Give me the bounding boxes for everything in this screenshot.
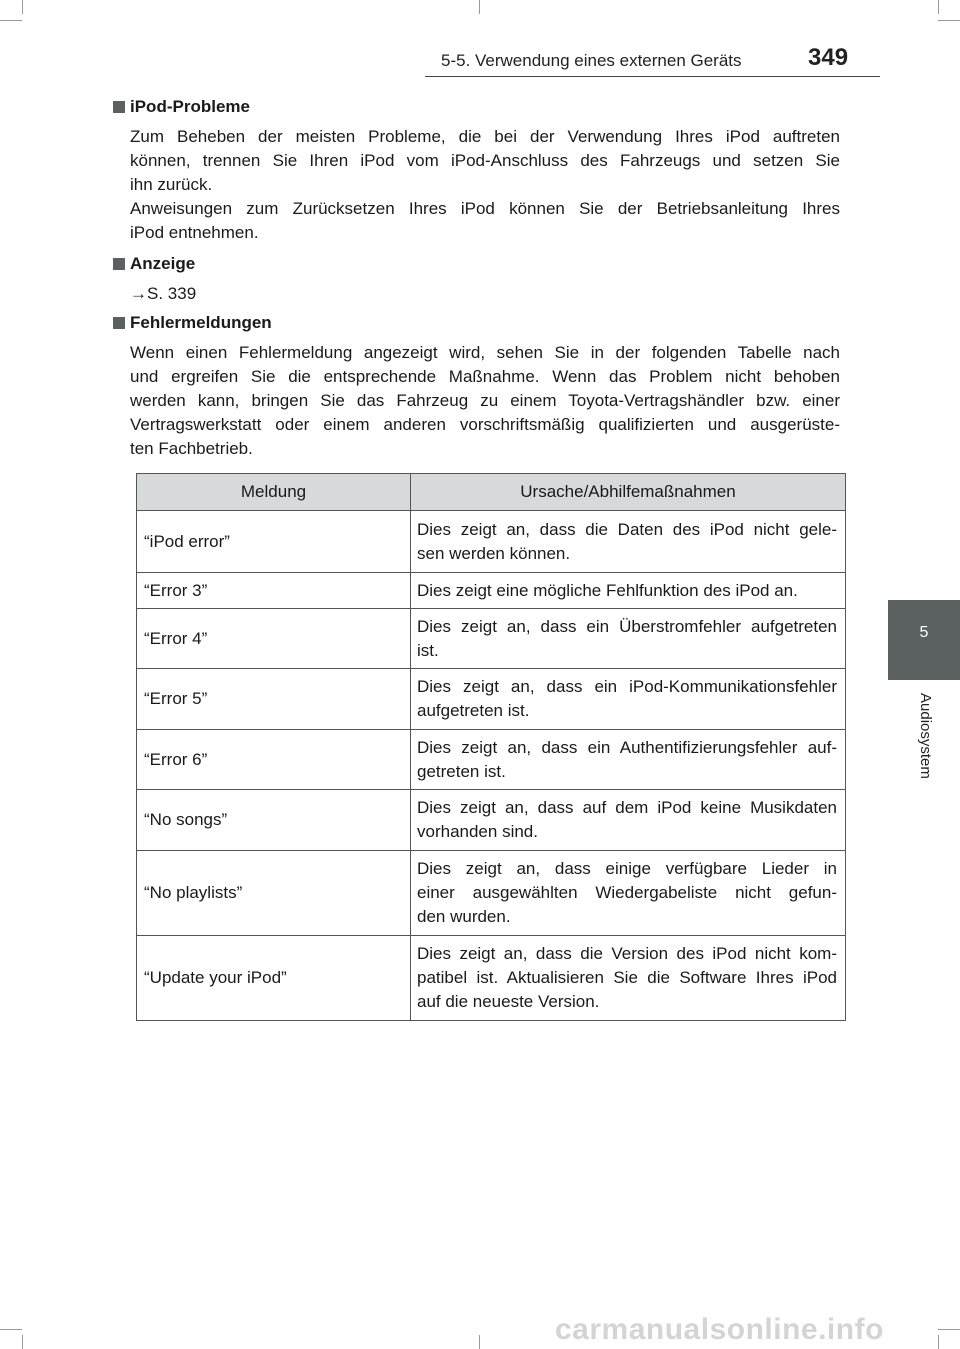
column-header-message: Meldung [137, 474, 411, 511]
text-line: können, trennen Sie Ihren iPod vom iPod-Anschluss des Fahrzeugs und setzen Sie [130, 151, 840, 170]
text-line: ten Fachbetrieb. [130, 439, 253, 458]
text-line: patibel ist. Aktualisieren Sie die Software Ihres iPod [417, 968, 837, 987]
page-reference [130, 282, 840, 306]
text-line: Anweisungen zum Zurücksetzen Ihres iPod können Sie der Betriebsanleitung Ihres [130, 199, 840, 218]
text-line: auf die neueste Version. [417, 992, 600, 1011]
table-header-row [137, 474, 846, 511]
message-cell: “Update your iPod” [137, 936, 411, 1021]
table-row [137, 511, 846, 573]
page-reference-link[interactable]: S. 339 [147, 284, 197, 303]
text-line: Dies zeigt an, dass die Daten des iPod nicht gele- [417, 519, 837, 539]
chapter-label [916, 693, 936, 803]
table-row [137, 730, 846, 790]
square-bullet-icon [113, 258, 125, 270]
watermark: carmanualsonline.info [555, 1313, 884, 1346]
text-line: Dies zeigt eine mögliche Fehlfunktion des iPod an. [417, 580, 798, 600]
section-heading-anzeige [113, 254, 195, 274]
table-row [137, 609, 846, 669]
text-line: ihn zurück. [130, 175, 213, 194]
message-cell: “Error 4” [137, 609, 411, 669]
text-line: Dies zeigt an, dass ein Überstromfehler aufgetreten [417, 616, 837, 636]
section-heading-text: iPod-Probleme [130, 97, 250, 116]
text-line: Dies zeigt an, dass ein iPod-Kommunikationsfehler [417, 677, 837, 696]
crop-mark [22, 0, 23, 14]
text-line: Dies zeigt an, dass einige verfügbare Lieder in [417, 859, 837, 878]
text-line: aufgetreten ist. [417, 701, 530, 720]
message-cell: “Error 3” [137, 573, 411, 609]
paragraph-ipod [130, 125, 840, 245]
cause-cell [411, 936, 846, 1021]
text-line: einer ausgewählten Wiedergabeliste nicht gefun- [417, 883, 837, 902]
square-bullet-icon [113, 317, 125, 329]
table-row [137, 936, 846, 1021]
crop-mark [479, 0, 480, 14]
message-cell: “No playlists” [137, 851, 411, 936]
table-row [137, 669, 846, 730]
section-heading-ipod [113, 97, 250, 117]
text-line: vorhanden sind. [417, 822, 538, 841]
cause-cell [411, 790, 846, 851]
message-cell: “iPod error” [137, 511, 411, 573]
text-line: und ergreifen Sie die entsprechende Maßnahme. Wenn das Problem nicht behoben [130, 367, 840, 386]
crop-mark [0, 1329, 22, 1330]
crop-mark [938, 1335, 939, 1349]
crop-mark [938, 1329, 960, 1330]
text-line: Wenn einen Fehlermeldung angezeigt wird, sehen Sie in der folgenden Tabelle nach [130, 343, 840, 362]
text-line: Zum Beheben der meisten Probleme, die bei der Verwendung Ihres iPod auftreten [130, 127, 840, 146]
section-heading-text: Anzeige [130, 254, 196, 273]
text-line: sen werden können. [417, 543, 571, 563]
header-divider [425, 76, 880, 77]
crop-mark [938, 0, 939, 14]
text-line: iPod entnehmen. [130, 223, 259, 242]
header-section-title: 5-5. Verwendung eines externen Geräts [441, 51, 742, 70]
text-line: werden kann, bringen Sie das Fahrzeug zu einem Toyota-Vertragshändler bzw. einer [130, 391, 840, 410]
text-line: Dies zeigt an, dass ein Authentifizierungsfehler auf- [417, 737, 837, 757]
text-line: den wurden. [417, 907, 511, 926]
chapter-tab [888, 600, 960, 680]
cause-cell [411, 730, 846, 790]
page-number: 349 [808, 44, 849, 71]
error-message-table [136, 473, 846, 1021]
section-heading-text: Fehlermeldungen [130, 313, 272, 332]
text-line: Vertragswerkstatt oder einem anderen vorschriftsmäßig qualifizierten und ausgerüste- [130, 415, 840, 434]
text-line: Dies zeigt an, dass die Version des iPod nicht kom- [417, 944, 837, 963]
crop-mark [0, 20, 22, 21]
paragraph-fehler [130, 341, 840, 461]
column-header-cause: Ursache/Abhilfemaßnahmen [411, 474, 846, 511]
text-line: Dies zeigt an, dass auf dem iPod keine Musikdaten [417, 798, 837, 817]
chapter-label-text: Audiosystem [917, 693, 934, 779]
message-cell: “Error 5” [137, 669, 411, 730]
table-row [137, 851, 846, 936]
cause-cell [411, 511, 846, 573]
square-bullet-icon [113, 101, 125, 113]
chapter-number: 5 [919, 624, 929, 641]
cause-cell [411, 851, 846, 936]
cause-cell [411, 609, 846, 669]
arrow-right-icon: → [130, 284, 147, 303]
crop-mark [22, 1335, 23, 1349]
text-line: ist. [417, 640, 439, 660]
message-cell: “Error 6” [137, 730, 411, 790]
section-heading-fehler [113, 313, 272, 333]
text-line: getreten ist. [417, 761, 506, 781]
message-cell: “No songs” [137, 790, 411, 851]
cause-cell [411, 573, 846, 609]
table-row [137, 573, 846, 609]
table-row [137, 790, 846, 851]
crop-mark [938, 20, 960, 21]
crop-mark [479, 1335, 480, 1349]
cause-cell [411, 669, 846, 730]
